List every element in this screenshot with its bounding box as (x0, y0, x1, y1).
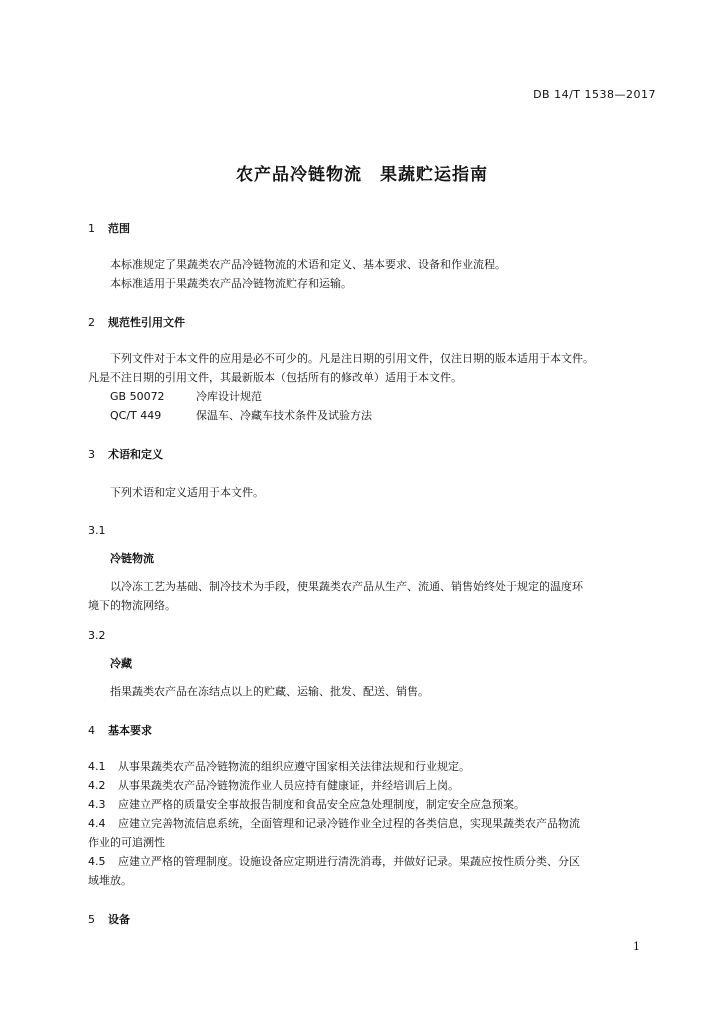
section-title: 设备 (108, 913, 130, 926)
term-number: 3.1 (88, 524, 106, 537)
paragraph: 下列术语和定义适用于本文件。 (110, 486, 264, 499)
section-heading-2 (88, 313, 185, 333)
paragraph: 本标准适用于果蔬类农产品冷链物流贮存和运输。 (110, 277, 352, 290)
requirement-item (88, 852, 654, 872)
paragraph: 本标准规定了果蔬类农产品冷链物流的术语和定义、基本要求、设备和作业流程。 (110, 258, 506, 271)
section-number: 4 (88, 724, 95, 737)
requirement-number: 4.3 (88, 798, 106, 811)
term-definition-line: 境下的物流网络。 (88, 599, 176, 612)
term-name: 冷藏 (110, 657, 132, 670)
section-heading-1 (88, 219, 130, 239)
term-name: 冷链物流 (110, 552, 154, 565)
requirement-text: 从事果蔬类农产品冷链物流作业人员应持有健康证，并经培训后上岗。 (118, 779, 459, 792)
section-heading-5 (88, 910, 130, 930)
section-number: 3 (88, 448, 95, 461)
requirement-number: 4.2 (88, 779, 106, 792)
requirement-item (88, 814, 654, 834)
requirement-text: 应建立完善物流信息系统，全面管理和记录冷链作业全过程的各类信息，实现果蔬类农产品物流 (118, 817, 580, 830)
reference-code: QC/T 449 (110, 409, 162, 422)
paragraph-line: 凡是不注日期的引用文件，其最新版本（包括所有的修改单）适用于本文件。 (88, 371, 462, 384)
requirement-number: 4.1 (88, 760, 106, 773)
section-number: 2 (88, 316, 95, 329)
reference-item (110, 406, 372, 426)
term-definition-line: 以冷冻工艺为基础、制冷技术为手段，使果蔬类农产品从生产、流通、销售始终处于规定的温度环 (110, 580, 583, 593)
term-definition-line: 指果蔬类农产品在冻结点以上的贮藏、运输、批发、配送、销售。 (110, 685, 429, 698)
section-title: 规范性引用文件 (108, 316, 185, 329)
term-number: 3.2 (88, 629, 106, 642)
requirement-text: 从事果蔬类农产品冷链物流的组织应遵守国家相关法律法规和行业规定。 (118, 760, 470, 773)
reference-item (110, 387, 262, 407)
page-number: 1 (633, 940, 640, 953)
section-number: 1 (88, 222, 95, 235)
reference-code: GB 50072 (110, 390, 165, 403)
requirement-text: 应建立严格的质量安全事故报告制度和食品安全应急处理制度，制定安全应急预案。 (118, 798, 525, 811)
requirement-item (88, 757, 654, 777)
requirement-number: 4.4 (88, 817, 106, 830)
requirement-number: 4.5 (88, 855, 106, 868)
reference-name: 保温车、冷藏车技术条件及试验方法 (196, 409, 372, 422)
document-title: 农产品冷链物流 果蔬贮运指南 (236, 165, 488, 185)
requirement-text: 应建立严格的管理制度。设施设备应定期进行清洗消毒，并做好记录。果蔬应按性质分类、分区 (118, 855, 580, 868)
requirement-text-continued: 作业的可追溯性 (88, 836, 165, 849)
section-title: 范围 (108, 222, 130, 235)
paragraph-line: 下列文件对于本文件的应用是必不可少的。凡是注日期的引用文件，仅注日期的版本适用于本文件。 (110, 352, 594, 365)
section-title: 术语和定义 (108, 448, 163, 461)
requirement-text-continued: 域堆放。 (88, 874, 132, 887)
section-number: 5 (88, 913, 95, 926)
section-heading-4 (88, 721, 152, 741)
reference-name: 冷库设计规范 (196, 390, 262, 403)
document-code: DB 14/T 1538—2017 (533, 88, 656, 101)
section-heading-3 (88, 445, 163, 465)
requirement-item (88, 795, 654, 815)
requirement-item (88, 776, 654, 796)
section-title: 基本要求 (108, 724, 152, 737)
